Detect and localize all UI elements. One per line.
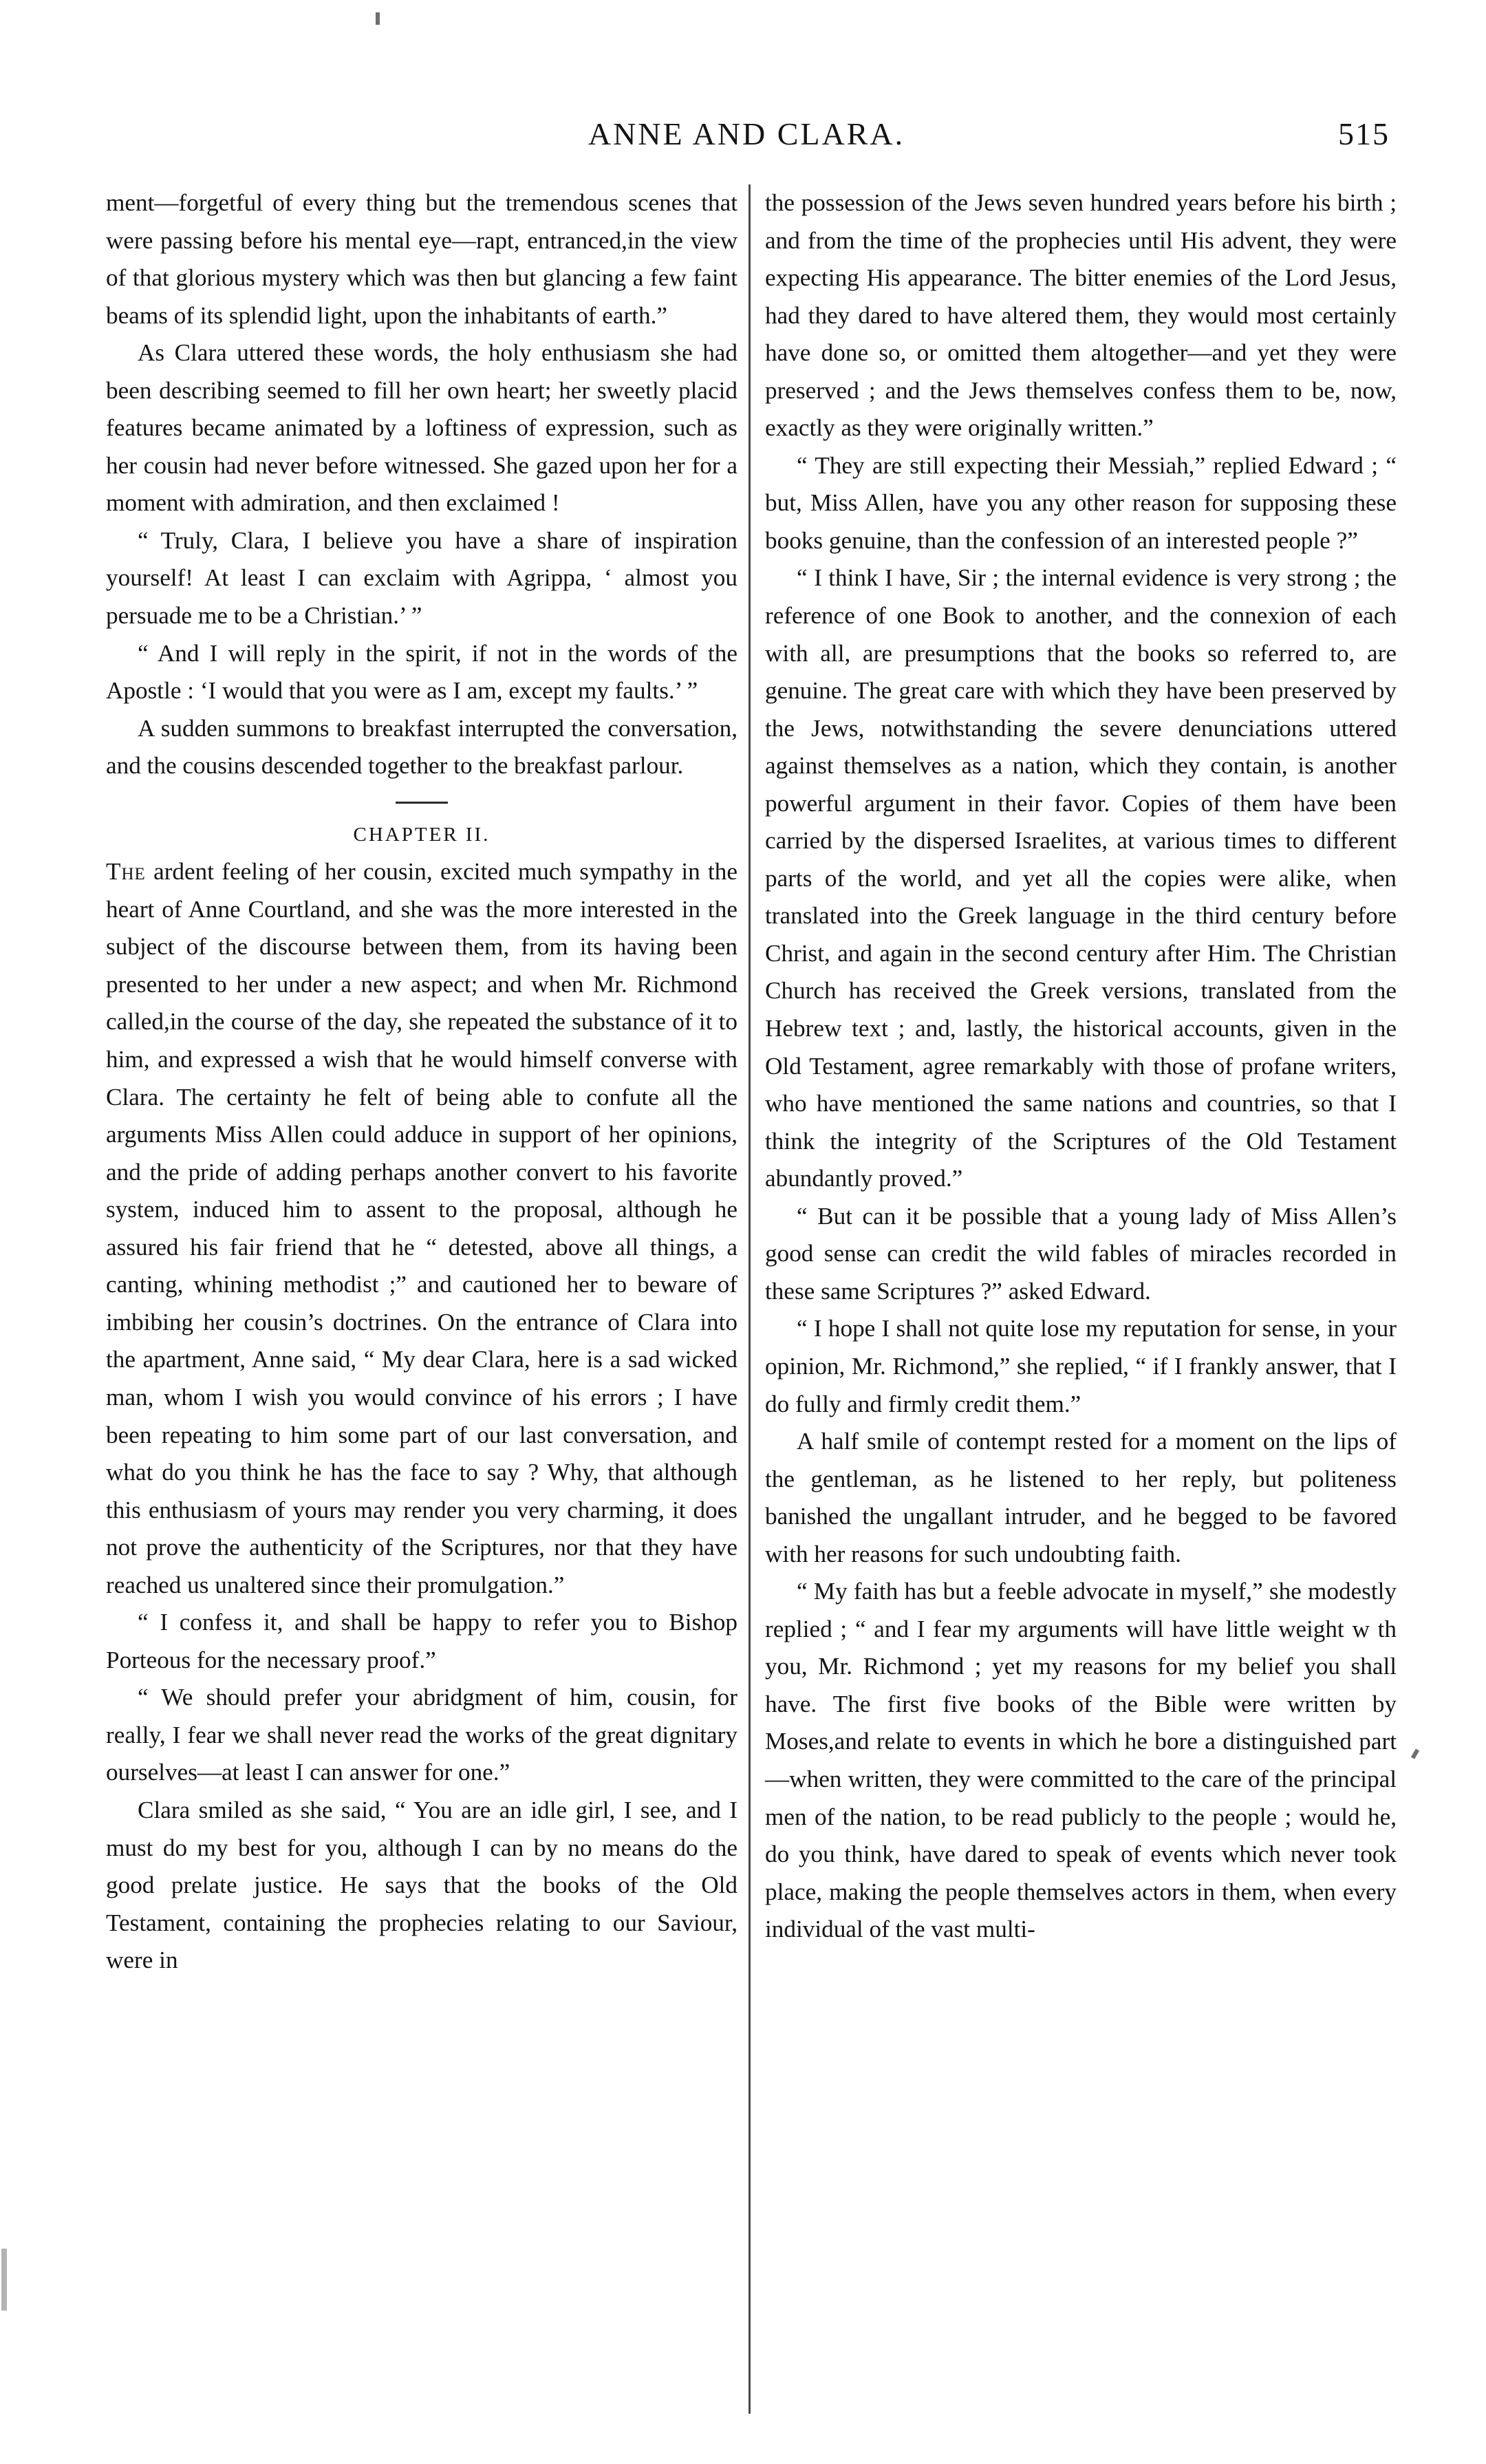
column-divider (749, 184, 751, 2414)
ink-speck (1411, 1748, 1419, 1759)
paragraph: A sudden summons to breakfast interrupted the conversation, and the cousins descended together to the breakfast parlour. (106, 714, 737, 780)
paragraph (106, 853, 737, 1604)
page-number: 515 (1338, 116, 1390, 151)
paragraph: Clara smiled as she said, “ You are an idle girl, I see, and I must do my best for you, although I can by no means do the good prelate justice. He says that the books of the Old Testament, containing the prophecies relating to our Saviour, were in (106, 1796, 737, 1974)
paragraph: “ We should prefer your abridgment of him, cousin, for really, I fear we shall never read the works of the great dignitary ourselves—at least I can answer for one.” (106, 1684, 737, 1786)
chapter-heading: CHAPTER II. (353, 823, 491, 846)
paragraph: “ I hope I shall not quite lose my reputation for sense, in your opinion, Mr. Richmond,” she replied, “ if I frankly answer, that I do fully and firmly credit them.” (765, 1315, 1397, 1417)
paragraph: the possession of the Jews seven hundred years before his birth ; and from the time of the prophecies until His advent, they were expecting His appearance. The bitter enemies of the Lord Jesus, had they dared to have altered them, they would most certainly have done so, or omitted them altogether—and yet they were preserved ; and the Jews themselves confess them to be, now, exactly as they were originally written.” (765, 189, 1397, 442)
margin-mark (1, 2249, 7, 2311)
running-title: ANNE AND CLARA. (588, 116, 905, 151)
paragraph: A half smile of contempt rested for a moment on the lips of the gentleman, as he listened to her reply, but politeness banished the ungallant intruder, and he begged to be favored with her reasons for such undoubting faith. (765, 1428, 1397, 1567)
paragraph: “ My faith has but a feeble advocate in myself,” she modestly replied ; “ and I fear my arguments will have little weight w th you, Mr. Richmond ; yet my reasons for my belief you shall have. The first five books of the Bible were written by Moses,and relate to events in which he bore a distinguished part—when written, they were committed to the care of the principal men of the nation, to be read publicly to the people ; would he, do you think, have dared to speak of events which never took place, making the people themselves actors in them, when every individual of the vast multi- (765, 1578, 1397, 1943)
section-divider (396, 802, 448, 804)
chapter-first-word: The (106, 858, 146, 886)
paragraph: “ They are still expecting their Messiah,” replied Edward ; “ but, Miss Allen, have you any other reason for supposing these books genuine, than the confession of an interested people ?” (765, 451, 1397, 554)
paragraph-text: ardent feeling of her cousin, excited much sympathy in the heart of Anne Courtland, and she was the more interested in the subject of the discourse between them, from its having been presented to her under a new aspect; and when Mr. Richmond called,in the course of the day, she repeated the substance of it to him, and expressed a wish that he would himself converse with Clara. The certainty he felt of being able to confute all the arguments Miss Allen could adduce in support of her opinions, and the pride of adding perhaps another convert to his favorite system, induced him to assent to the proposal, although he assured his fair friend that he “ detested, above all things, a canting, whining methodist ;” and cautioned her to beware of imbibing her cousin’s doctrines. On the entrance of Clara into the apartment, Anne said, “ My dear Clara, here is a sad wicked man, whom I wish you would convince of his errors ; I have been repeating to him some part of our last conversation, and what do you think he has the face to say ? Why, that although this enthusiasm of yours may render you very charming, it does not prove the authenticity of the Scriptures, nor that they have reached us unaltered since their promulgation.” (106, 858, 737, 1598)
page-header (103, 116, 1390, 164)
paragraph: ment—forgetful of every thing but the tremendous scenes that were passing before his mental eye—rapt, entranced,in the view of that glorious mystery which was then but glancing a few faint beams of its splendid light, upon the inhabitants of earth.” (106, 189, 737, 329)
paragraph: “ But can it be possible that a young lady of Miss Allen’s good sense can credit the wild fables of miracles recorded in these same Scriptures ?” asked Edward. (765, 1202, 1397, 1305)
paragraph: “ Truly, Clara, I believe you have a share of inspiration yourself! At least I can exclaim with Agrippa, ‘ almost you persuade me to be a Christian.’ ” (106, 526, 737, 630)
left-column (106, 184, 737, 1980)
ink-speck (376, 12, 380, 25)
paragraph: “ I confess it, and shall be happy to refer you to Bishop Porteous for the necessary proof.” (106, 1609, 737, 1673)
paragraph: “ I think I have, Sir ; the internal evidence is very strong ; the reference of one Book to another, and the connexion of each with all, are presumptions that the books so referred to, are genuine. The great care with which they have been preserved by the Jews, notwithstanding the severe denunciations uttered against themselves as a nation, which they contain, is another powerful argument in their favor. Copies of them have been carried by the dispersed Israelites, at various times to different parts of the world, and yet all the copies were alike, when translated into the Greek language in the third century before Christ, and again in the second century after Him. The Christian Church has received the Greek versions, translated from the Hebrew text ; and, lastly, the historical accounts, given in the Old Testament, agree remarkably with those of profane writers, who have mentioned the same nations and countries, so that I think the integrity of the Scriptures of the Old Testament abundantly proved.” (765, 564, 1397, 1192)
right-column (765, 184, 1397, 1949)
paragraph: As Clara uttered these words, the holy enthusiasm she had been describing seemed to fill her own heart; her sweetly placid features became animated by a loftiness of expression, such as her cousin had never before witnessed. She gazed upon her for a moment with admiration, and then exclaimed ! (106, 339, 737, 517)
paragraph: “ And I will reply in the spirit, if not in the words of the Apostle : ‘I would that you were as I am, except my faults.’ ” (106, 639, 737, 705)
